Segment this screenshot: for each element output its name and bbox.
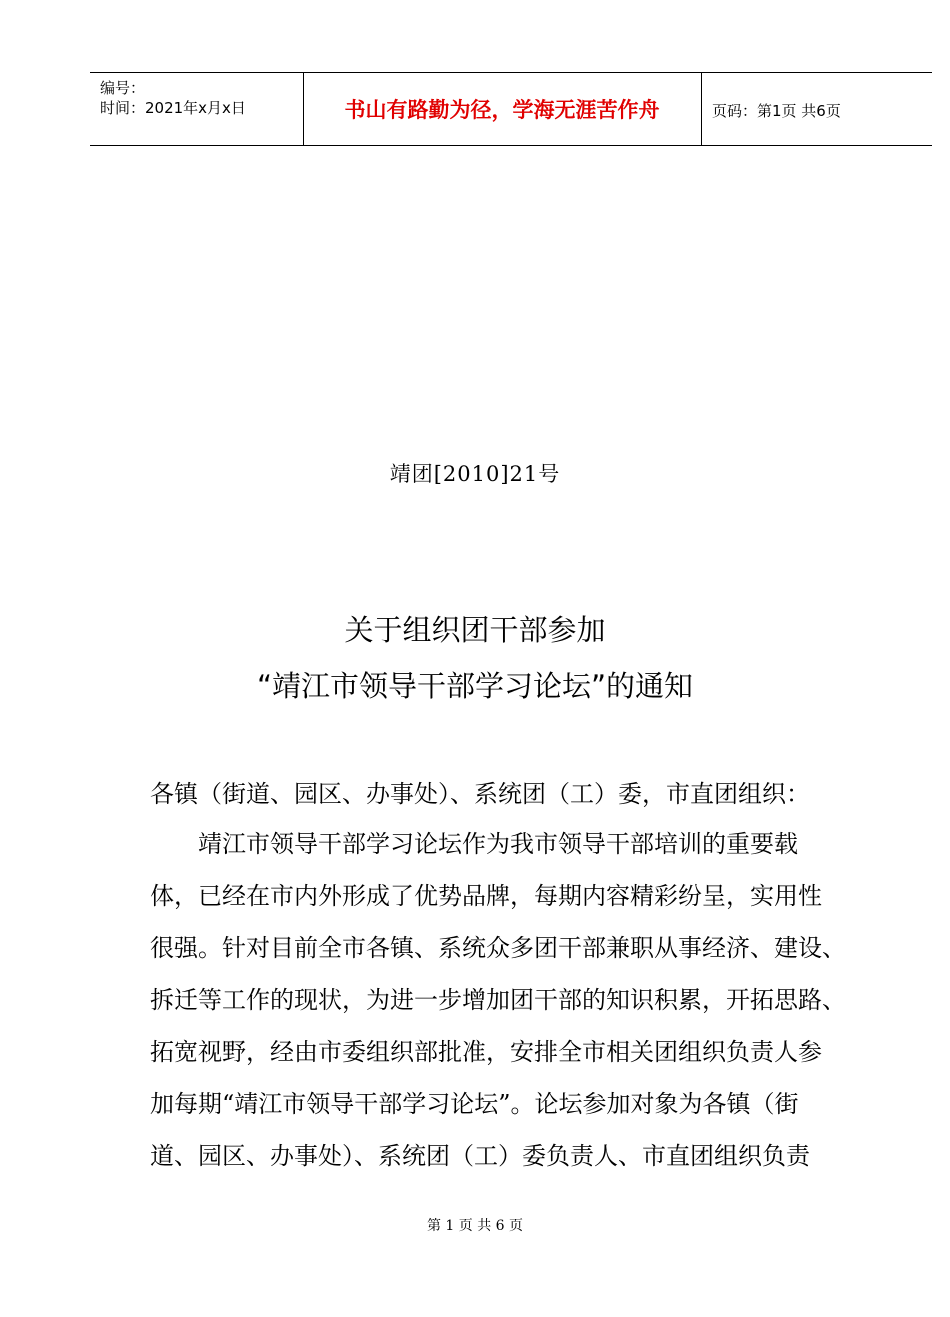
page-footer: 第 1 页 共 6 页: [426, 1218, 524, 1234]
page-info: 页码：第1页 共6页: [712, 102, 841, 120]
title-line-2: “靖江市领导干部学习论坛”的通知: [256, 669, 694, 703]
body-line: 靖江市领导干部学习论坛作为我市领导干部培训的重要载: [150, 830, 798, 858]
header-meta-cell: [90, 73, 304, 145]
body-line: 体，已经在市内外形成了优势品牌，每期内容精彩纷呈，实用性: [150, 882, 822, 910]
document-number: 靖团[2010]21号: [389, 462, 561, 486]
salutation: 各镇（街道、园区、办事处）、系统团（工）委，市直团组织：: [150, 780, 810, 808]
title-line-1: 关于组织团干部参加: [344, 613, 606, 647]
body-line: 加每期“靖江市领导干部学习论坛”。论坛参加对象为各镇（街: [150, 1090, 799, 1118]
time-label: 时间：2021年x月x日: [100, 99, 246, 117]
body-line: 拆迁等工作的现状，为进一步增加团干部的知识积累，开拓思路、: [150, 986, 846, 1014]
motto-text: 书山有路勤为径，学海无涯苦作舟: [344, 98, 660, 122]
body-line: 道、园区、办事处）、系统团（工）委负责人、市直团组织负责: [150, 1142, 810, 1170]
header-motto-cell: [303, 73, 702, 145]
body-line: 拓宽视野，经由市委组织部批准，安排全市相关团组织负责人参: [150, 1038, 822, 1066]
body-line: 很强。针对目前全市各镇、系统众多团干部兼职从事经济、建设、: [150, 934, 846, 962]
header-page-cell: [702, 73, 932, 145]
number-label: 编号：: [100, 79, 146, 97]
page-header: [90, 72, 932, 146]
